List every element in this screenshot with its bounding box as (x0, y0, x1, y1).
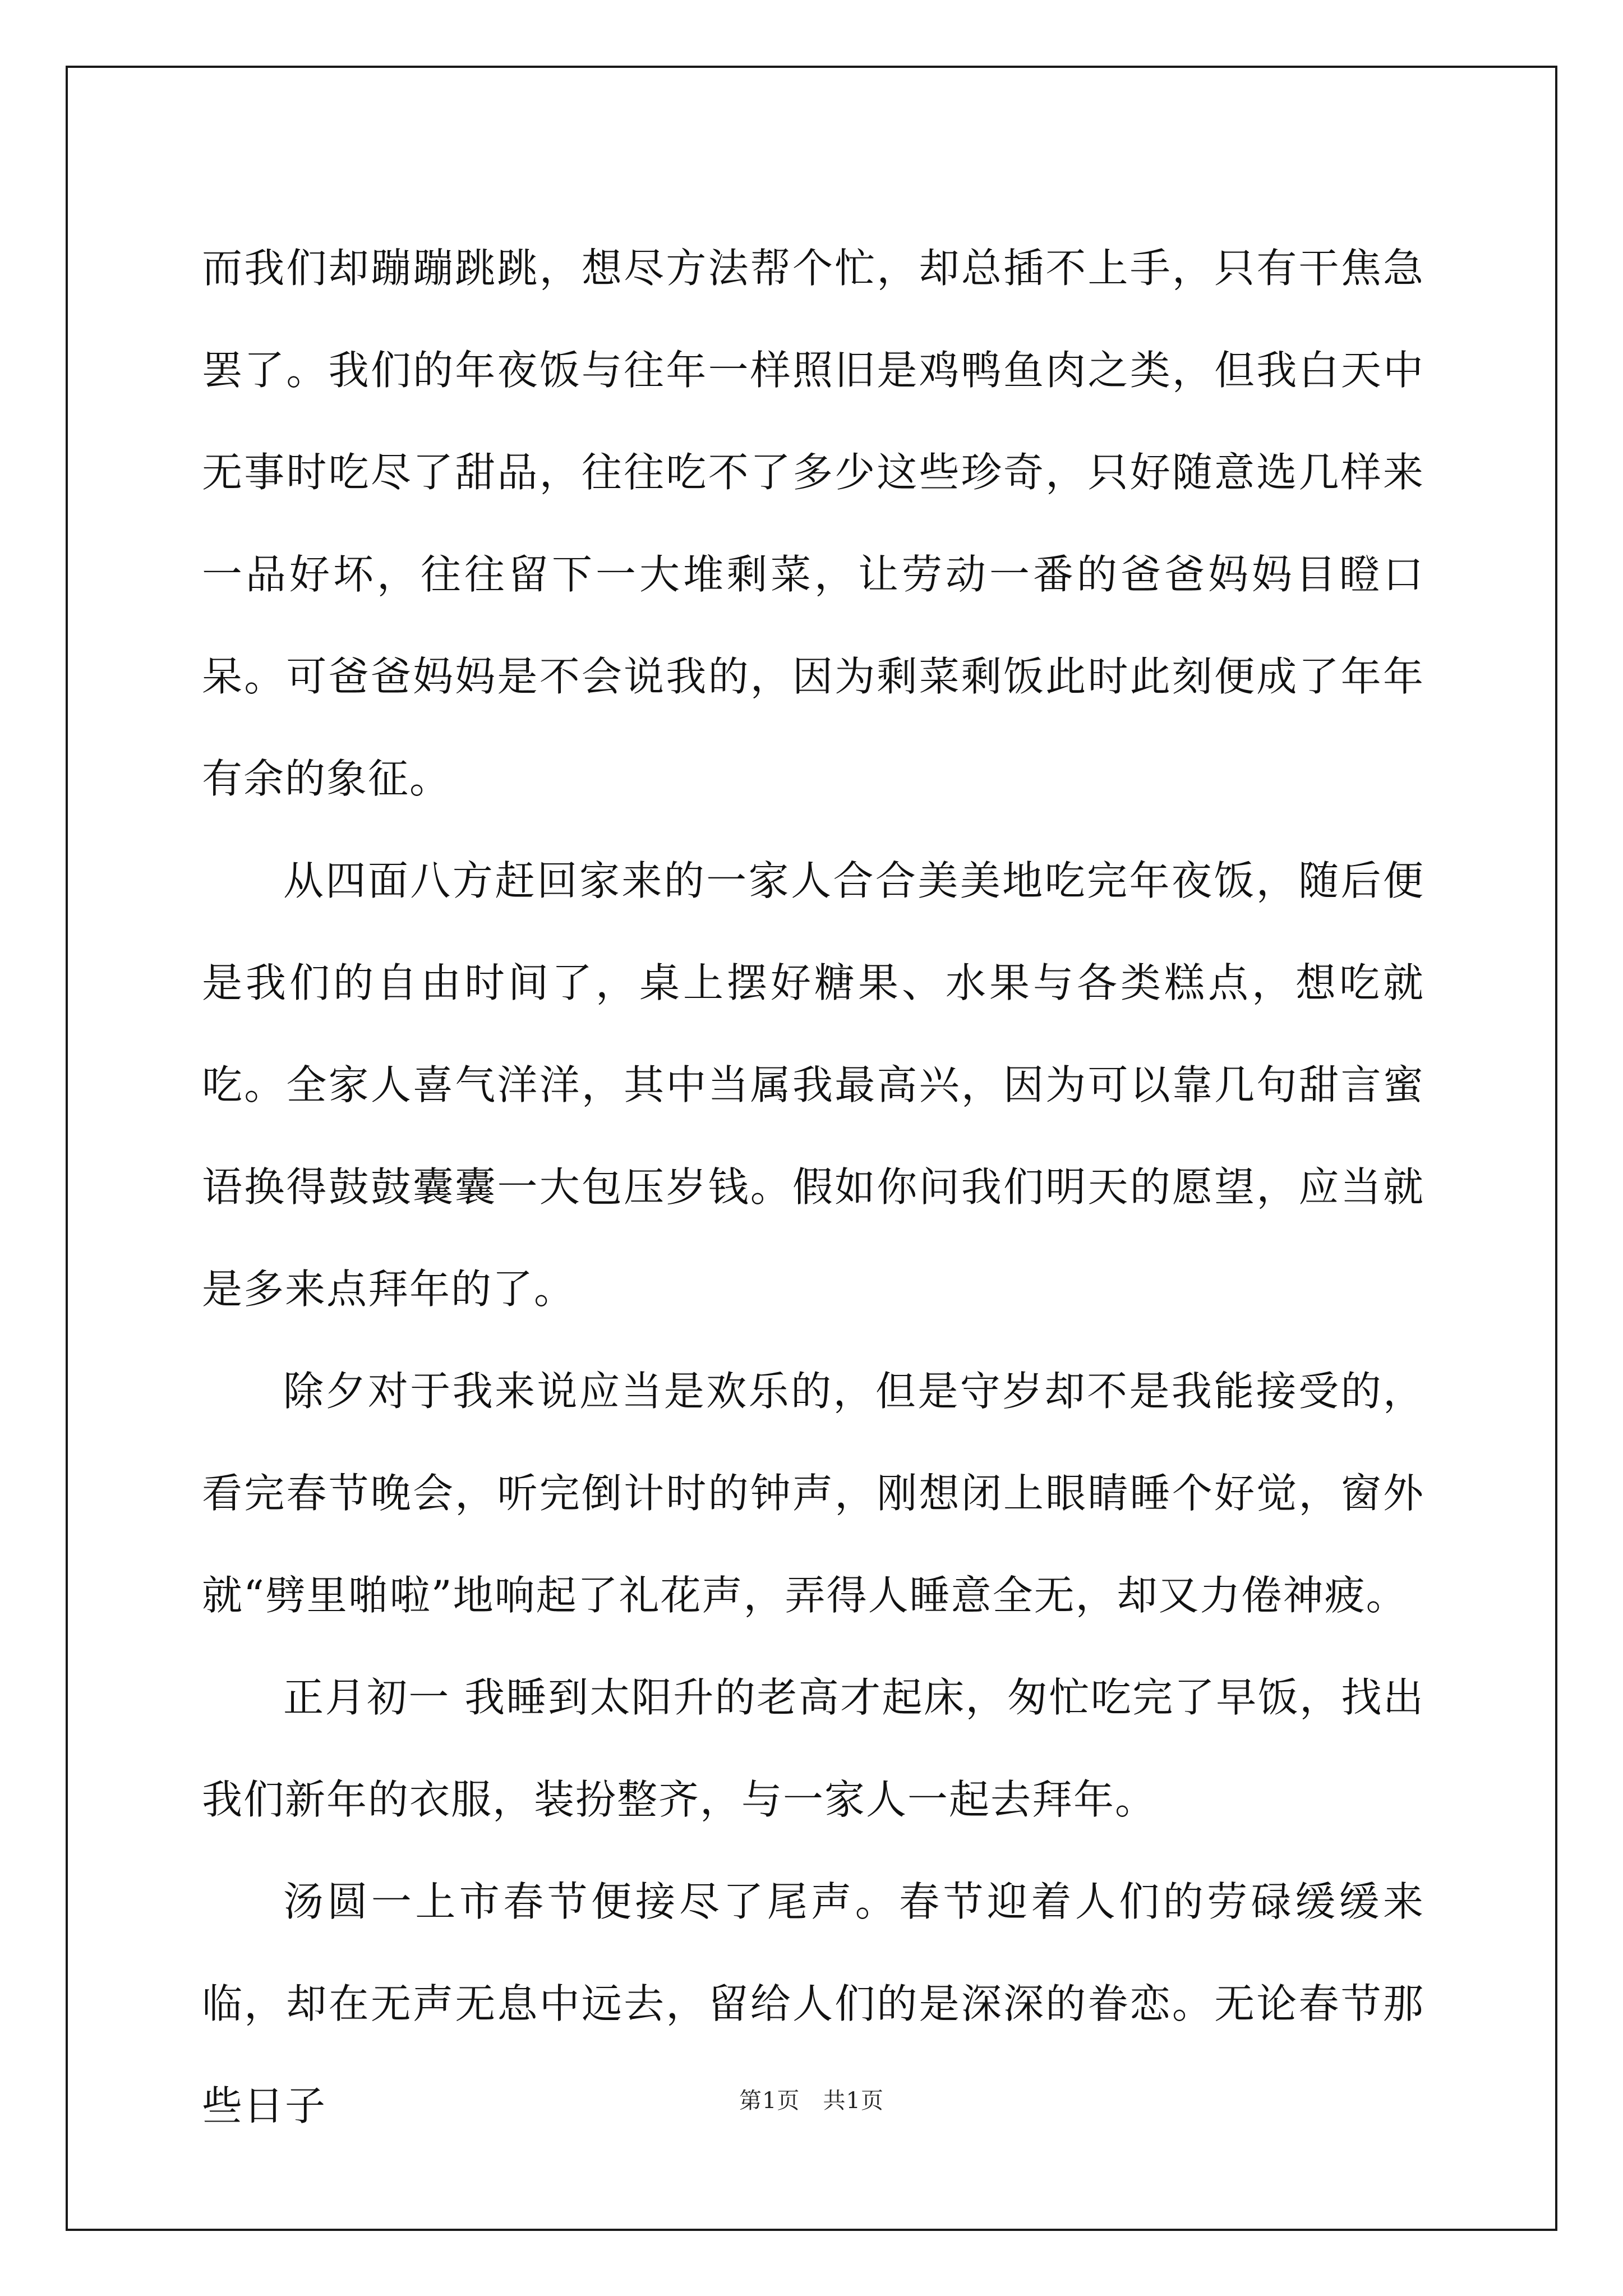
document-body (202, 217, 1424, 2157)
paragraph-3: 除夕对于我来说应当是欢乐的，但是守岁却不是我能接受的，看完春节晚会，听完倒计时的钟声，刚想闭上眼睛睡个好觉，窗外就“劈里啪啦”地响起了礼花声，弄得人睡意全无，却又力倦神疲。 (202, 1368, 1424, 1619)
paragraph-5: 汤圆一上市春节便接尽了尾声。春节迎着人们的劳碌缓缓来临，却在无声无息中远去，留给人们的是深深的眷恋。无论春节那些日子 (202, 1878, 1424, 2129)
paragraph-1: 而我们却蹦蹦跳跳，想尽方法帮个忙，却总插不上手，只有干焦急罢了。我们的年夜饭与往年一样照旧是鸡鸭鱼肉之类，但我白天中无事时吃尽了甜品，往往吃不了多少这些珍奇，只好随意选几样来一品好坏，往往留下一大堆剩菜，让劳动一番的爸爸妈妈目瞪口呆。可爸爸妈妈是不会说我的，因为剩菜剩饭此时此刻便成了年年有余的象征。 (202, 245, 1424, 802)
paragraph-2: 从四面八方赶回家来的一家人合合美美地吃完年夜饭，随后便是我们的自由时间了，桌上摆好糖果、水果与各类糕点，想吃就吃。全家人喜气洋洋，其中当属我最高兴，因为可以靠几句甜言蜜语换得鼓鼓囊囊一大包压岁钱。假如你问我们明天的愿望，应当就是多来点拜年的了。 (202, 857, 1424, 1313)
paragraph-4: 正月初一 我睡到太阳升的老高才起床，匆忙吃完了早饭，找出我们新年的衣服，装扮整齐，与一家人一起去拜年。 (202, 1674, 1424, 1823)
page-footer: 第1页 共1页 (739, 2088, 884, 2114)
